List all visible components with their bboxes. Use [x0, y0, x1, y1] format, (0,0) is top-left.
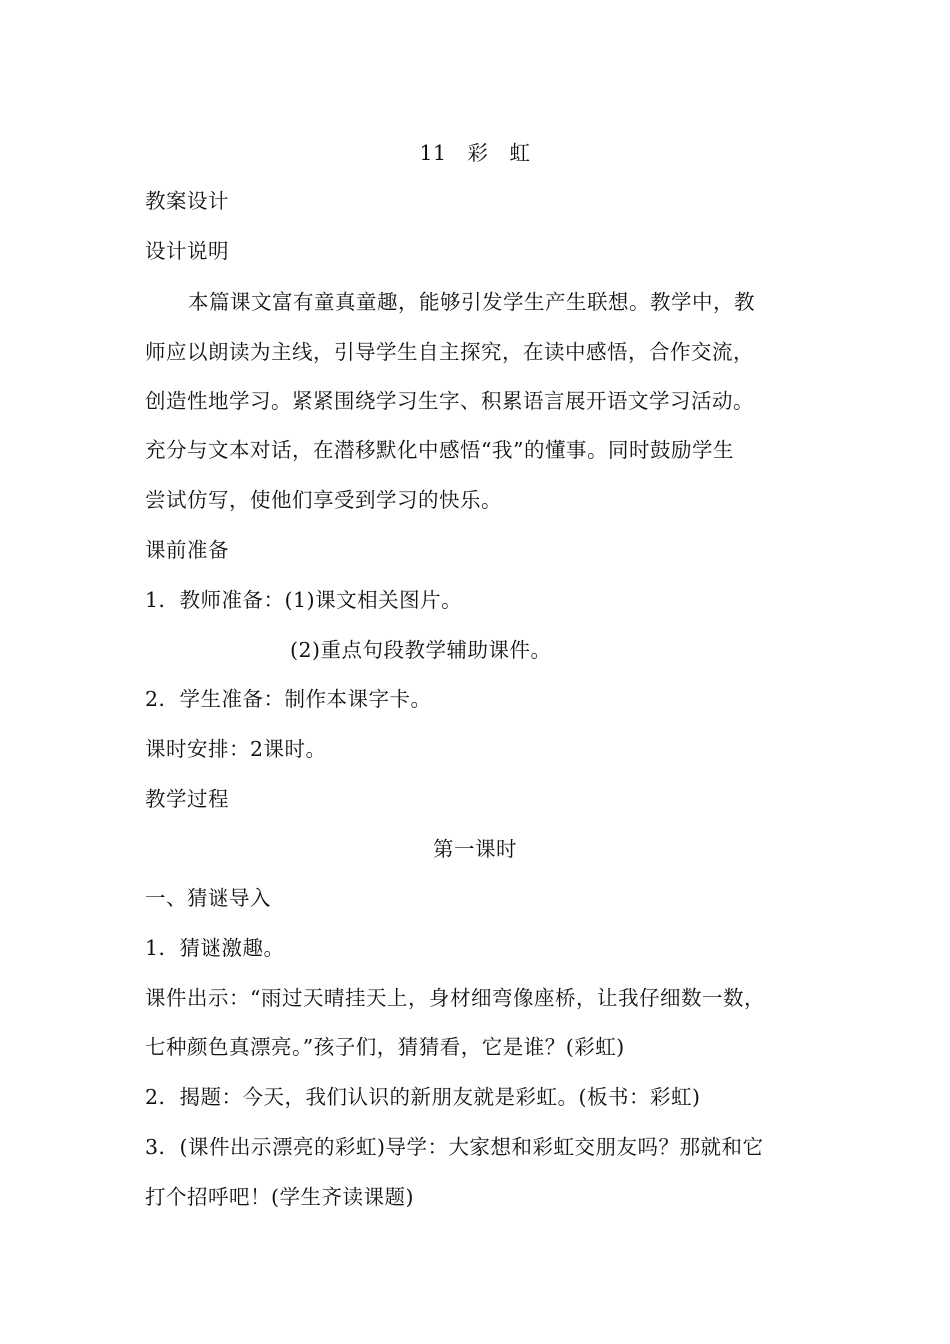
document-title: 11 彩 虹: [419, 141, 531, 165]
heading-lesson-design: 教案设计: [145, 189, 229, 213]
first-period-heading: 第一课时: [433, 837, 517, 861]
design-notes-line: 充分与文本对话，在潜移默化中感悟“我”的懂事。同时鼓励学生: [145, 438, 734, 462]
heading-design-notes: 设计说明: [145, 239, 229, 263]
schedule-text: 课时安排：2课时。: [145, 737, 327, 761]
prep-teacher-item-1: 1．教师准备：(1)课文相关图片。: [145, 588, 463, 612]
design-notes-line: 本篇课文富有童真童趣，能够引发学生产生联想。教学中，教: [188, 290, 755, 314]
heading-preparation: 课前准备: [145, 538, 229, 562]
design-notes-line: 尝试仿写，使他们享受到学习的快乐。: [145, 488, 502, 512]
riddle-line: 七种颜色真漂亮。”孩子们，猜猜看，它是谁？(彩虹): [145, 1035, 625, 1059]
item-3-line: 3．(课件出示漂亮的彩虹)导学：大家想和彩虹交朋友吗？那就和它: [145, 1135, 764, 1159]
prep-teacher-item-2: (2)重点句段教学辅助课件。: [290, 638, 552, 662]
item-2: 2．揭题：今天，我们认识的新朋友就是彩虹。(板书：彩虹): [145, 1085, 701, 1109]
prep-student-item: 2．学生准备：制作本课字卡。: [145, 687, 432, 711]
heading-process: 教学过程: [145, 787, 229, 811]
section-one-heading: 一、猜谜导入: [145, 886, 271, 910]
item-3-line: 打个招呼吧！(学生齐读课题): [145, 1185, 414, 1209]
item-1: 1．猜谜激趣。: [145, 936, 285, 960]
riddle-line: 课件出示：“雨过天晴挂天上，身材细弯像座桥，让我仔细数一数，: [145, 986, 765, 1010]
design-notes-line: 创造性地学习。紧紧围绕学习生字、积累语言展开语文学习活动。: [145, 389, 754, 413]
design-notes-line: 师应以朗读为主线，引导学生自主探究，在读中感悟，合作交流，: [145, 340, 754, 364]
